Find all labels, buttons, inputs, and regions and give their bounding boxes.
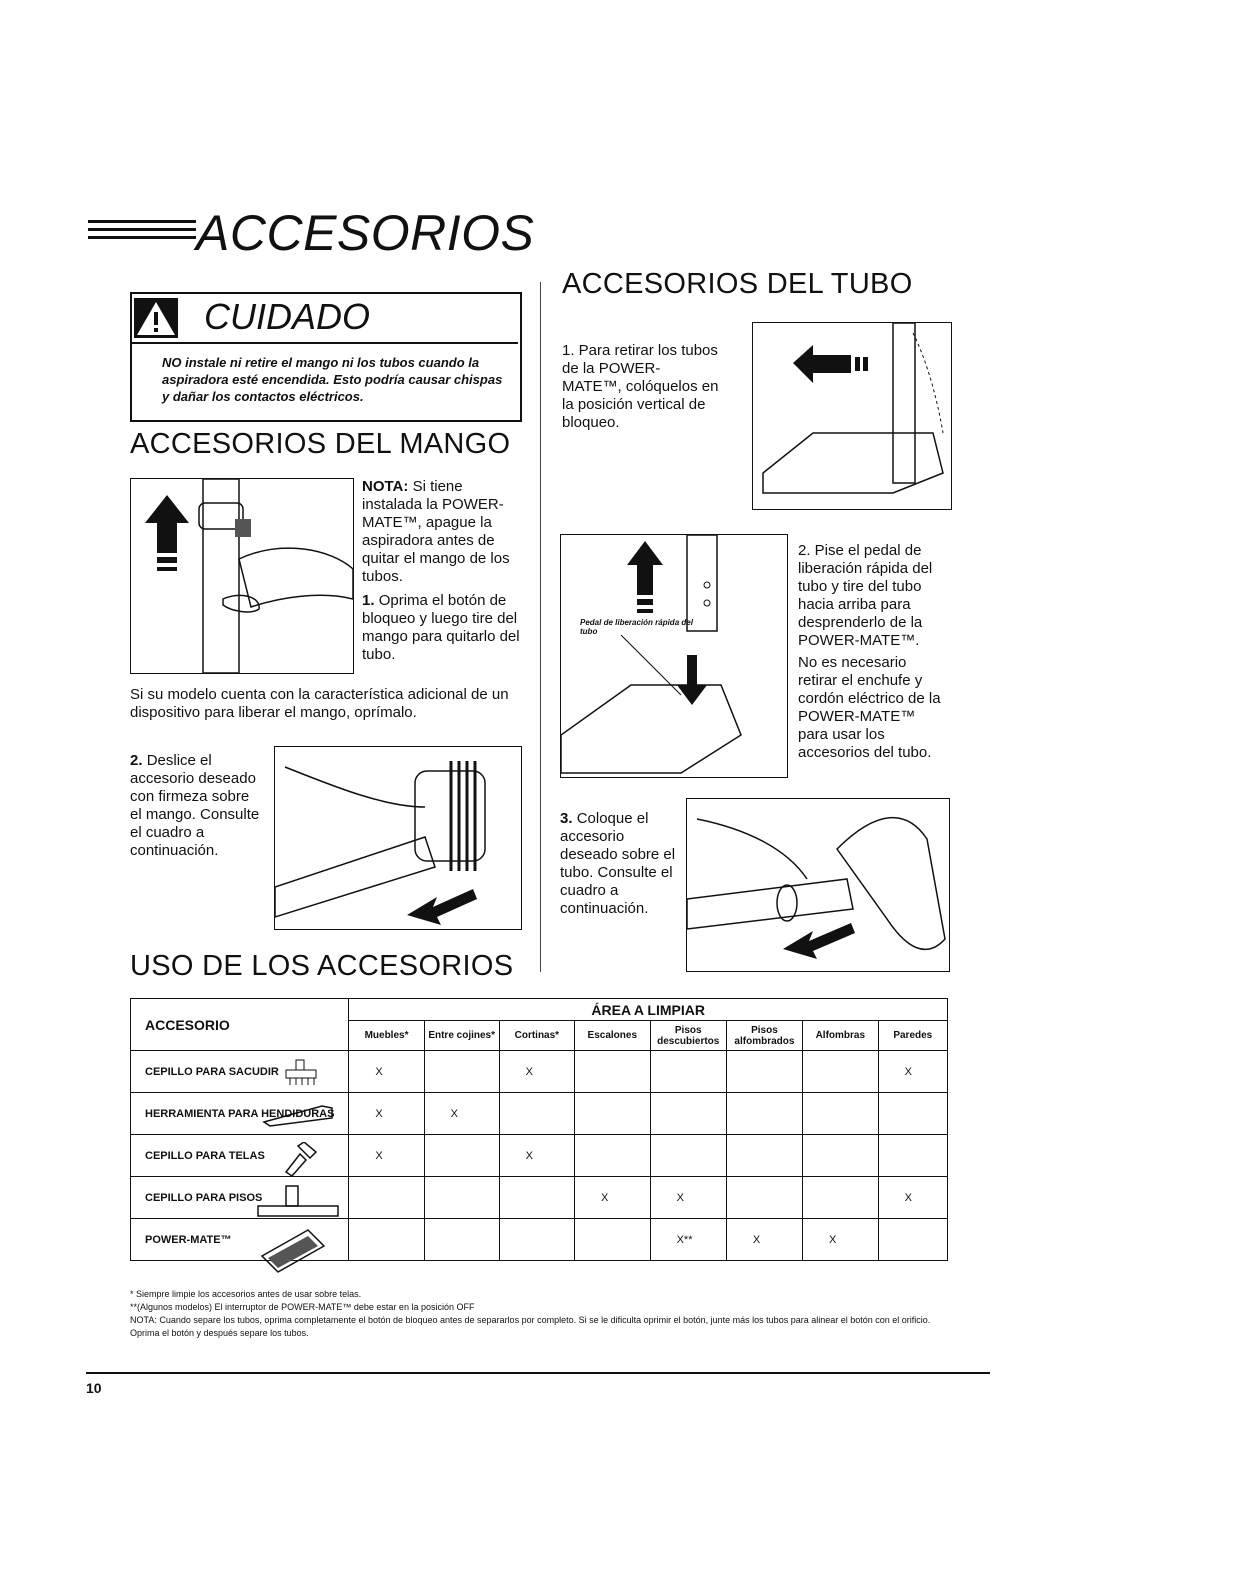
table-row [131, 1177, 948, 1219]
page-title: ACCESORIOS [196, 205, 535, 261]
mark-cell [575, 1219, 651, 1261]
mark-cell [424, 1219, 499, 1261]
area-header: Cortinas* [499, 1021, 574, 1051]
caution-box [130, 292, 522, 422]
accessory-name: HERRAMIENTA PARA HENDIDURAS [131, 1093, 349, 1135]
footnote-2: **(Algunos modelos) El interruptor de POWER-MATE™ debe estar en la posición OFF [130, 1302, 475, 1312]
caution-text: NO instale ni retire el mango ni los tubos cuando la aspiradora esté encendida. Esto podría causar chispas y dañar los contactos eléctricos. [162, 355, 503, 404]
mark-cell [424, 1177, 499, 1219]
crevice-tool-icon [262, 1102, 336, 1133]
table-row [131, 1135, 948, 1177]
mark-cell: X [349, 1093, 424, 1135]
mark-cell [424, 1051, 499, 1093]
mark-cell [726, 1177, 802, 1219]
col-accesorio: ACCESORIO [131, 999, 349, 1051]
accessory-name: POWER-MATE™ [131, 1219, 349, 1261]
area-header: Muebles* [349, 1021, 424, 1051]
table-row [131, 1051, 948, 1093]
mark-cell [803, 1177, 879, 1219]
handle-removal-illustration [130, 478, 354, 674]
mark-cell [650, 1051, 726, 1093]
mark-cell [878, 1135, 947, 1177]
area-header: Pisos descubiertos [650, 1021, 726, 1051]
tubo-step3 [560, 810, 676, 918]
tubo-step1: 1. Para retirar los tubos de la POWER-MATE™, colóquelos en la posición vertical de bloqueo. [562, 342, 719, 431]
mango-step2-text: Deslice el accesorio deseado con firmeza sobre el mango. Consulte el cuadro a continuación. [130, 752, 260, 859]
mango-step1 [362, 592, 522, 664]
table-row [131, 1219, 948, 1261]
attach-to-tube-illustration [686, 798, 950, 972]
power-mate-icon [258, 1226, 328, 1279]
pedal-release-illustration [560, 534, 788, 778]
mark-cell [349, 1177, 424, 1219]
accessory-name: CEPILLO PARA SACUDIR [131, 1051, 349, 1093]
mark-cell: X [575, 1177, 651, 1219]
tubo-step3-num: 3. [560, 810, 573, 827]
mark-cell: X [803, 1219, 879, 1261]
tubo-heading: ACCESORIOS DEL TUBO [562, 268, 913, 300]
accessory-name: CEPILLO PARA PISOS [131, 1177, 349, 1219]
mark-cell: X [878, 1051, 947, 1093]
title-decoration-lines [88, 220, 196, 248]
mark-cell [803, 1093, 879, 1135]
caution-header [132, 294, 518, 344]
warning-icon [134, 298, 178, 338]
mark-cell [878, 1219, 947, 1261]
accessories-table [130, 998, 948, 1261]
mark-cell [803, 1051, 879, 1093]
col-area: ÁREA A LIMPIAR [349, 999, 948, 1021]
mark-cell [650, 1093, 726, 1135]
mark-cell: X [424, 1093, 499, 1135]
uso-heading: USO DE LOS ACCESORIOS [130, 950, 514, 982]
mark-cell [726, 1093, 802, 1135]
mark-cell [575, 1093, 651, 1135]
accessory-name: CEPILLO PARA TELAS [131, 1135, 349, 1177]
mango-extra-text: Si su modelo cuenta con la característica adicional de un dispositivo para liberar el mango, oprímalo. [130, 686, 509, 721]
tubo-step3-text: Coloque el accesorio deseado sobre el tubo. Consulte el cuadro a continuación. [560, 810, 676, 917]
footnotes [130, 1288, 950, 1340]
mango-step2-num: 2. [130, 752, 143, 769]
footnote-3: NOTA: Cuando separe los tubos, oprima completamente el botón de bloqueo antes de separarlos por completo. Si se le dificulta oprimir el botón, junte más los tubos para alinear el botón con el orificio. Oprima el botón y después separe los tubos. [130, 1315, 931, 1338]
floor-brush-icon [256, 1184, 340, 1229]
mark-cell [726, 1135, 802, 1177]
tubo-step2: 2. Pise el pedal de liberación rápida del tubo y tire del tubo hacia arriba para desprenderlo de la POWER-MATE™. [798, 542, 933, 649]
area-header: Paredes [878, 1021, 947, 1051]
tubo-step2b: No es necesario retirar el enchufe y cordón eléctrico de la POWER-MATE™ para usar los accesorios del tubo. [798, 654, 941, 761]
attach-to-handle-illustration [274, 746, 522, 930]
mark-cell [803, 1135, 879, 1177]
pedal-caption: Pedal de liberación rápida del tubo [580, 618, 693, 636]
mango-step2 [130, 752, 262, 860]
mark-cell: X [726, 1219, 802, 1261]
mark-cell: X [499, 1051, 574, 1093]
nota-label: NOTA: [362, 478, 409, 495]
mark-cell: X [349, 1135, 424, 1177]
dusting-brush-icon [284, 1058, 318, 1091]
column-divider [540, 282, 541, 972]
mark-cell [650, 1135, 726, 1177]
mark-cell: X [349, 1051, 424, 1093]
mark-cell [575, 1051, 651, 1093]
mango-step1-text: Oprima el botón de bloqueo y luego tire del mango para quitarlo del tubo. [362, 592, 520, 663]
mark-cell [499, 1219, 574, 1261]
page-number: 10 [86, 1380, 102, 1396]
area-header: Alfombras [803, 1021, 879, 1051]
mark-cell [424, 1135, 499, 1177]
mark-cell: X [878, 1177, 947, 1219]
nota-text: Si tiene instalada la POWER-MATE™, apague la aspiradora antes de quitar el mango de los tubos. [362, 478, 510, 585]
mark-cell [499, 1177, 574, 1219]
area-header: Escalones [575, 1021, 651, 1051]
mark-cell [575, 1135, 651, 1177]
mark-cell: X [650, 1177, 726, 1219]
mango-step1-num: 1. [362, 592, 375, 609]
mark-cell [726, 1051, 802, 1093]
mark-cell: X** [650, 1219, 726, 1261]
upholstery-brush-icon [280, 1142, 320, 1183]
area-header: Entre cojines* [424, 1021, 499, 1051]
mark-cell: X [499, 1135, 574, 1177]
table-row [131, 1093, 948, 1135]
mango-nota [362, 478, 522, 586]
caution-title: CUIDADO [204, 296, 371, 337]
bottom-rule [86, 1372, 990, 1374]
mark-cell [499, 1093, 574, 1135]
area-header: Pisos alfombrados [726, 1021, 802, 1051]
tube-lock-illustration [752, 322, 952, 510]
mark-cell [878, 1093, 947, 1135]
footnote-1: * Siempre limpie los accesorios antes de usar sobre telas. [130, 1289, 362, 1299]
mango-heading: ACCESORIOS DEL MANGO [130, 428, 511, 460]
mark-cell [349, 1219, 424, 1261]
